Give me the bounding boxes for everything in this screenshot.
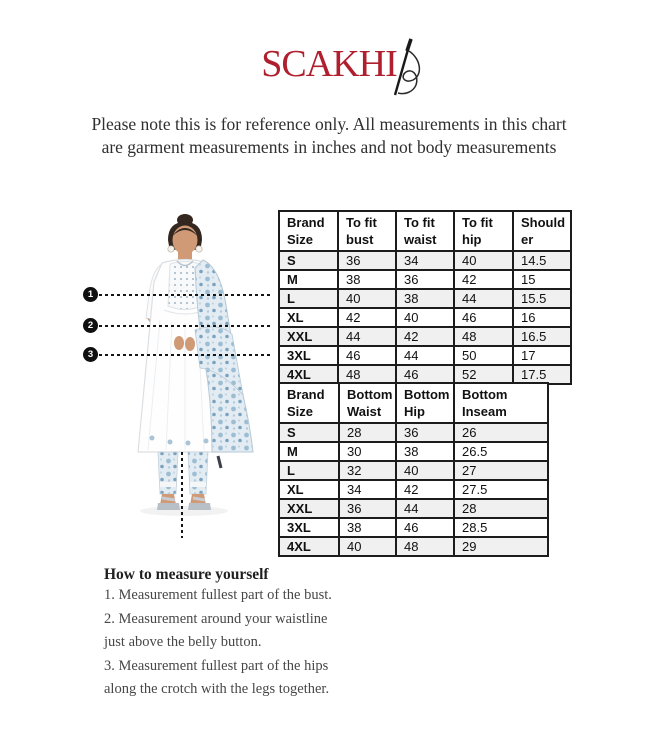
value-cell: 27 bbox=[454, 461, 548, 480]
size-cell: M bbox=[279, 270, 338, 289]
disclaimer-line-2: are garment measurements in inches and not body measurements bbox=[101, 137, 557, 157]
value-cell: 40 bbox=[396, 308, 454, 327]
column-header: To fit waist bbox=[396, 211, 454, 251]
how-to-measure-title: How to measure yourself bbox=[104, 566, 269, 583]
brand-logo-text: SCAKHI bbox=[261, 43, 397, 85]
column-header: To fit bust bbox=[338, 211, 396, 251]
value-cell: 48 bbox=[338, 365, 396, 384]
value-cell: 17.5 bbox=[513, 365, 571, 384]
value-cell: 38 bbox=[338, 270, 396, 289]
table-row bbox=[279, 537, 548, 556]
column-header: Bottom Hip bbox=[396, 383, 454, 423]
value-cell: 52 bbox=[454, 365, 513, 384]
size-cell: 4XL bbox=[279, 365, 338, 384]
value-cell: 34 bbox=[396, 251, 454, 270]
value-cell: 42 bbox=[454, 270, 513, 289]
table-row bbox=[279, 289, 571, 308]
value-cell: 44 bbox=[396, 346, 454, 365]
value-cell: 15 bbox=[513, 270, 571, 289]
size-cell: 3XL bbox=[279, 518, 339, 537]
table-row bbox=[279, 518, 548, 537]
value-cell: 27.5 bbox=[454, 480, 548, 499]
value-cell: 36 bbox=[396, 423, 454, 442]
value-cell: 17 bbox=[513, 346, 571, 365]
column-header: Brand Size bbox=[279, 383, 339, 423]
value-cell: 38 bbox=[396, 289, 454, 308]
value-cell: 44 bbox=[396, 499, 454, 518]
value-cell: 40 bbox=[454, 251, 513, 270]
value-cell: 42 bbox=[396, 327, 454, 346]
measure-instruction: 2. Measurement around your waistline bbox=[104, 610, 328, 627]
kurta-size-table bbox=[278, 210, 572, 385]
value-cell: 16 bbox=[513, 308, 571, 327]
value-cell: 28 bbox=[454, 499, 548, 518]
table-row bbox=[279, 480, 548, 499]
size-cell: 4XL bbox=[279, 537, 339, 556]
size-cell: XL bbox=[279, 480, 339, 499]
value-cell: 48 bbox=[396, 537, 454, 556]
column-header: Brand Size bbox=[279, 211, 338, 251]
inseam-line bbox=[181, 452, 183, 538]
size-cell: XL bbox=[279, 308, 338, 327]
value-cell: 38 bbox=[339, 518, 396, 537]
measure-instruction: 1. Measurement fullest part of the bust. bbox=[104, 587, 332, 603]
table-row bbox=[279, 270, 571, 289]
measure-marker-2: 2 bbox=[83, 318, 98, 333]
value-cell: 46 bbox=[396, 365, 454, 384]
value-cell: 26 bbox=[454, 423, 548, 442]
size-cell: M bbox=[279, 442, 339, 461]
column-header: Bottom Waist bbox=[339, 383, 396, 423]
value-cell: 42 bbox=[338, 308, 396, 327]
value-cell: 42 bbox=[396, 480, 454, 499]
model-photo bbox=[100, 210, 270, 520]
value-cell: 29 bbox=[454, 537, 548, 556]
value-cell: 44 bbox=[338, 327, 396, 346]
value-cell: 16.5 bbox=[513, 327, 571, 346]
value-cell: 36 bbox=[339, 499, 396, 518]
table-row bbox=[279, 423, 548, 442]
size-cell: S bbox=[279, 423, 339, 442]
how-to-measure-section bbox=[104, 566, 334, 702]
brand-logo bbox=[0, 44, 658, 86]
value-cell: 46 bbox=[454, 308, 513, 327]
column-header: Bottom Inseam bbox=[454, 383, 548, 423]
bust-line bbox=[99, 294, 270, 296]
needle-thread-icon bbox=[371, 37, 423, 99]
measure-marker-1: 1 bbox=[83, 287, 98, 302]
table-row bbox=[279, 308, 571, 327]
value-cell: 14.5 bbox=[513, 251, 571, 270]
table-header-row bbox=[279, 211, 571, 251]
value-cell: 15.5 bbox=[513, 289, 571, 308]
measure-instruction: along the crotch with the legs together. bbox=[104, 681, 330, 697]
table-row bbox=[279, 442, 548, 461]
value-cell: 40 bbox=[339, 537, 396, 556]
value-cell: 34 bbox=[339, 480, 396, 499]
value-cell: 26.5 bbox=[454, 442, 548, 461]
value-cell: 44 bbox=[454, 289, 513, 308]
column-header: To fit hip bbox=[454, 211, 513, 251]
size-cell: L bbox=[279, 289, 338, 308]
column-header: Shoulder bbox=[513, 211, 571, 251]
waist-line bbox=[99, 325, 270, 327]
value-cell: 46 bbox=[338, 346, 396, 365]
size-cell: 3XL bbox=[279, 346, 338, 365]
bottom-size-table bbox=[278, 382, 549, 557]
size-cell: S bbox=[279, 251, 338, 270]
table-header-row bbox=[279, 383, 548, 423]
value-cell: 28.5 bbox=[454, 518, 548, 537]
disclaimer-line-1: Please note this is for reference only. All measurements in this chart bbox=[91, 114, 567, 134]
disclaimer-text bbox=[0, 113, 658, 159]
value-cell: 50 bbox=[454, 346, 513, 365]
value-cell: 36 bbox=[396, 270, 454, 289]
value-cell: 46 bbox=[396, 518, 454, 537]
value-cell: 48 bbox=[454, 327, 513, 346]
hip-line bbox=[99, 354, 270, 356]
table-row bbox=[279, 461, 548, 480]
value-cell: 28 bbox=[339, 423, 396, 442]
table-row bbox=[279, 346, 571, 365]
value-cell: 40 bbox=[396, 461, 454, 480]
table-row bbox=[279, 499, 548, 518]
table-row bbox=[279, 327, 571, 346]
measure-instruction: 3. Measurement fullest part of the hips bbox=[104, 657, 329, 674]
size-cell: XXL bbox=[279, 327, 338, 346]
size-cell: L bbox=[279, 461, 339, 480]
value-cell: 36 bbox=[338, 251, 396, 270]
table-row bbox=[279, 251, 571, 270]
size-cell: XXL bbox=[279, 499, 339, 518]
value-cell: 30 bbox=[339, 442, 396, 461]
value-cell: 32 bbox=[339, 461, 396, 480]
value-cell: 38 bbox=[396, 442, 454, 461]
measure-instruction: just above the belly button. bbox=[104, 634, 262, 650]
value-cell: 40 bbox=[338, 289, 396, 308]
measure-marker-3: 3 bbox=[83, 347, 98, 362]
